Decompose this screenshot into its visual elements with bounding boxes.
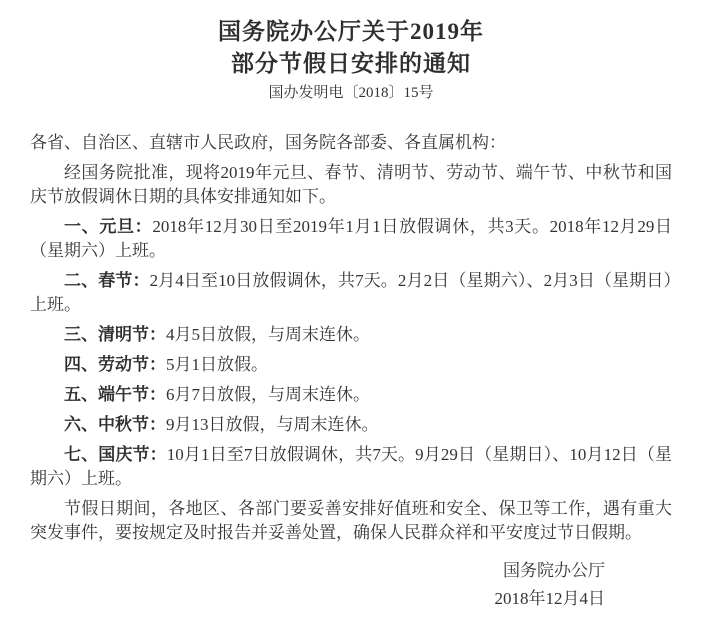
holiday-item-text: 6月7日放假，与周末连休。	[166, 385, 370, 404]
holiday-item-label: 一、元旦：	[64, 217, 153, 236]
intro-paragraph: 经国务院批准，现将2019年元旦、春节、清明节、劳动节、端午节、中秋节和国庆节放假调休日期的具体安排通知如下。	[30, 163, 672, 206]
holiday-item-text: 9月13日放假，与周末连休。	[166, 415, 379, 434]
holiday-item-label: 三、清明节：	[64, 325, 166, 344]
holiday-item-text: 5月1日放假。	[166, 355, 268, 374]
holiday-item-text: 2月4日至10日放假调休，共7天。2月2日（星期六）、2月3日（星期日）上班。	[30, 271, 673, 314]
holiday-item-spring-festival	[30, 269, 672, 317]
closing-paragraph: 节假日期间，各地区、各部门要妥善安排好值班和安全、保卫等工作，遇有重大突发事件，要按规定及时报告并妥善处置，确保人民群众祥和平安度过节日假期。	[30, 499, 672, 542]
holiday-item-national-day	[30, 443, 672, 491]
notice-title-line1: 国务院办公厅关于2019年	[218, 19, 484, 44]
notice-title	[30, 16, 672, 80]
holiday-item-labor-day	[30, 353, 672, 377]
holiday-item-label: 四、劳动节：	[64, 355, 166, 374]
holiday-item-text: 10月1日至7日放假调休，共7天。9月29日（星期日）、10月12日（星期六）上班。	[30, 445, 673, 488]
holiday-item-label: 二、春节：	[64, 271, 150, 290]
notice-header	[30, 16, 672, 103]
holiday-item-new-year	[30, 215, 672, 263]
signature-block	[30, 559, 672, 611]
document-number: 国办发明电〔2018〕15号	[268, 85, 434, 101]
holiday-item-text: 2018年12月30日至2019年1月1日放假调休，共3天。2018年12月29日（星期六）上班。	[30, 217, 672, 260]
notice-title-line2: 部分节假日安排的通知	[231, 51, 471, 76]
signature-issuer: 国务院办公厅	[503, 561, 605, 580]
holiday-item-mid-autumn	[30, 413, 672, 437]
holiday-item-qingming	[30, 323, 672, 347]
holiday-item-label: 六、中秋节：	[64, 415, 166, 434]
holiday-item-label: 七、国庆节：	[64, 445, 167, 464]
holiday-item-text: 4月5日放假，与周末连休。	[166, 325, 370, 344]
signature-date: 2018年12月4日	[494, 589, 605, 608]
holiday-item-dragon-boat	[30, 383, 672, 407]
holiday-item-label: 五、端午节：	[64, 385, 166, 404]
salutation: 各省、自治区、直辖市人民政府，国务院各部委、各直属机构：	[30, 133, 506, 152]
notice-body	[30, 131, 672, 611]
